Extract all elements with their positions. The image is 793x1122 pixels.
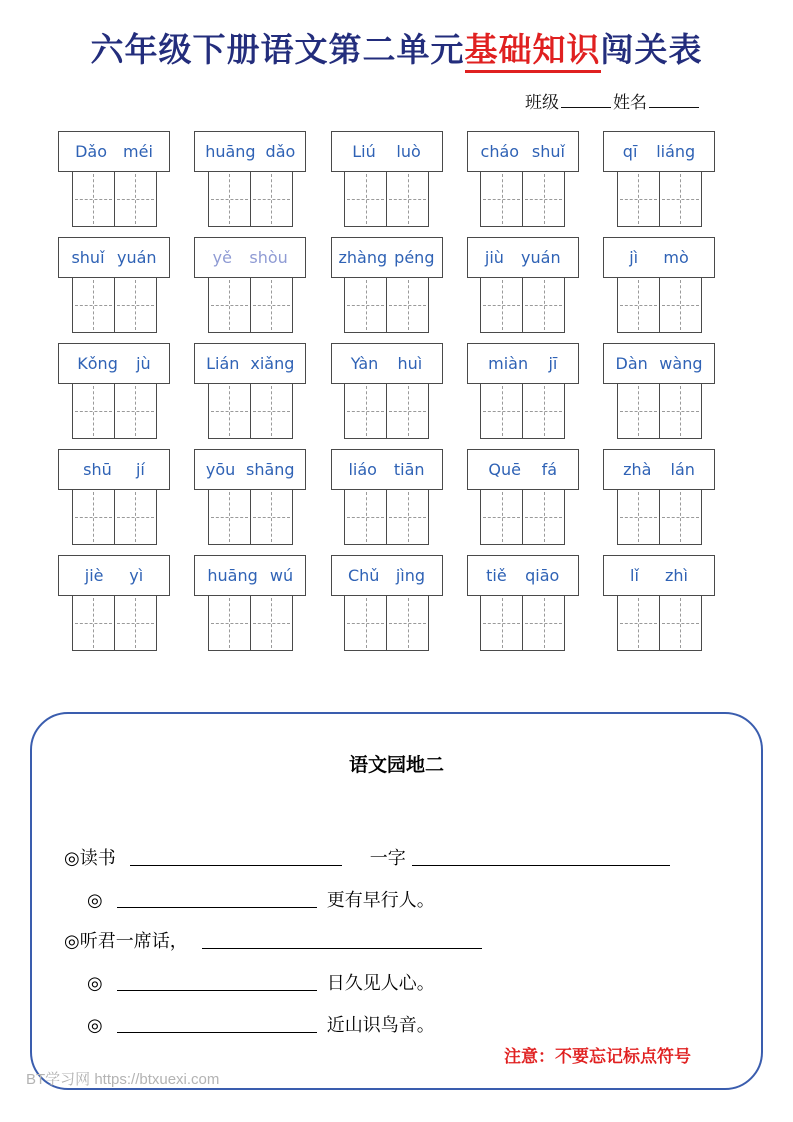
pinyin-syllable: huāng bbox=[205, 142, 256, 161]
word-group bbox=[467, 237, 579, 333]
writing-cells bbox=[72, 595, 157, 651]
pinyin-syllable: zhà bbox=[623, 460, 652, 479]
pinyin-syllable: yōu bbox=[205, 460, 236, 479]
pinyin-column bbox=[603, 131, 715, 661]
writing-cell bbox=[659, 595, 702, 651]
writing-cell bbox=[208, 171, 251, 227]
writing-cell bbox=[522, 595, 565, 651]
writing-cells bbox=[208, 383, 293, 439]
writing-cells bbox=[480, 595, 565, 651]
writing-cell bbox=[522, 171, 565, 227]
pinyin-label bbox=[467, 555, 579, 596]
writing-cell bbox=[344, 383, 387, 439]
word-group bbox=[194, 555, 306, 651]
pinyin-syllable: jí bbox=[135, 460, 145, 479]
pinyin-syllable: Dàn bbox=[615, 354, 648, 373]
word-group bbox=[58, 131, 170, 227]
pinyin-syllable: Liú bbox=[352, 142, 376, 161]
writing-cell bbox=[522, 383, 565, 439]
writing-cell bbox=[114, 277, 157, 333]
pinyin-label bbox=[58, 343, 170, 384]
word-group bbox=[194, 237, 306, 333]
fill-blank bbox=[117, 890, 317, 908]
writing-cells bbox=[480, 489, 565, 545]
pinyin-syllable: liáng bbox=[656, 142, 696, 161]
pinyin-label bbox=[58, 449, 170, 490]
pinyin-syllable: zhàng bbox=[338, 248, 388, 267]
exercise-text: ◎ bbox=[87, 1015, 103, 1035]
watermark: BT学习网 https://btxuexi.com bbox=[26, 1071, 220, 1088]
pinyin-syllable: huì bbox=[397, 354, 423, 373]
pinyin-syllable: Kǒng bbox=[77, 354, 118, 373]
writing-cell bbox=[522, 277, 565, 333]
pinyin-syllable: Lián bbox=[206, 354, 240, 373]
pinyin-column bbox=[331, 131, 443, 661]
pinyin-label bbox=[467, 131, 579, 172]
writing-cell bbox=[250, 171, 293, 227]
writing-cells bbox=[344, 383, 429, 439]
page-title bbox=[0, 24, 793, 71]
class-label: 班级 bbox=[525, 93, 559, 112]
exercise-line-1 bbox=[64, 844, 670, 870]
title-highlight: 基础知识 bbox=[465, 33, 601, 73]
writing-cell bbox=[344, 277, 387, 333]
writing-cell bbox=[617, 383, 660, 439]
pinyin-syllable: jìng bbox=[395, 566, 426, 585]
writing-cell bbox=[386, 171, 429, 227]
pinyin-syllable: xiǎng bbox=[250, 354, 295, 373]
pinyin-label bbox=[194, 449, 306, 490]
exercise-text: ◎ bbox=[87, 890, 103, 910]
writing-cell bbox=[208, 383, 251, 439]
exercise-text: 近山识鸟音。 bbox=[326, 1015, 435, 1035]
writing-cell bbox=[659, 383, 702, 439]
writing-cell bbox=[72, 277, 115, 333]
exercise-text: 更有早行人。 bbox=[326, 890, 435, 910]
writing-cell bbox=[386, 277, 429, 333]
word-group bbox=[58, 343, 170, 439]
pinyin-label bbox=[331, 555, 443, 596]
writing-cell bbox=[480, 383, 523, 439]
pinyin-syllable: qī bbox=[622, 142, 638, 161]
writing-cells bbox=[617, 277, 702, 333]
pinyin-label bbox=[58, 555, 170, 596]
title-text-right: 闯关表 bbox=[600, 33, 703, 69]
pinyin-syllable: zhì bbox=[664, 566, 688, 585]
writing-cells bbox=[72, 383, 157, 439]
fill-blank bbox=[412, 848, 670, 866]
fill-blank bbox=[117, 973, 317, 991]
pinyin-label bbox=[58, 131, 170, 172]
pinyin-label bbox=[58, 237, 170, 278]
pinyin-label bbox=[603, 237, 715, 278]
pinyin-syllable: lǐ bbox=[630, 566, 639, 585]
writing-cell bbox=[250, 383, 293, 439]
pinyin-syllable: jiè bbox=[84, 566, 104, 585]
writing-cell bbox=[344, 171, 387, 227]
pinyin-label bbox=[194, 555, 306, 596]
word-group bbox=[58, 237, 170, 333]
garden-section bbox=[30, 712, 763, 1090]
word-group bbox=[331, 131, 443, 227]
writing-cell bbox=[250, 489, 293, 545]
writing-cell bbox=[72, 171, 115, 227]
writing-cells bbox=[480, 171, 565, 227]
exercise-line-4 bbox=[87, 969, 435, 995]
pinyin-syllable: shū bbox=[83, 460, 112, 479]
writing-cells bbox=[208, 171, 293, 227]
word-group bbox=[194, 131, 306, 227]
pinyin-syllable: yuán bbox=[521, 248, 561, 267]
pinyin-label bbox=[331, 131, 443, 172]
writing-cells bbox=[480, 383, 565, 439]
writing-cell bbox=[659, 489, 702, 545]
word-group bbox=[603, 343, 715, 439]
word-group bbox=[331, 237, 443, 333]
exercise-text: 日久见人心。 bbox=[326, 973, 435, 993]
exercise-line-3 bbox=[64, 927, 482, 953]
pinyin-column bbox=[194, 131, 306, 661]
pinyin-syllable: yì bbox=[129, 566, 144, 585]
writing-cell bbox=[114, 383, 157, 439]
pinyin-columns bbox=[58, 131, 715, 661]
exercise-text: ◎听君一席话， bbox=[64, 931, 188, 951]
pinyin-syllable: shāng bbox=[246, 460, 295, 479]
pinyin-syllable: wàng bbox=[659, 354, 703, 373]
writing-cell bbox=[617, 277, 660, 333]
pinyin-syllable: qiāo bbox=[525, 566, 560, 585]
pinyin-label bbox=[331, 343, 443, 384]
writing-cells bbox=[617, 383, 702, 439]
pinyin-label bbox=[603, 449, 715, 490]
pinyin-syllable: jī bbox=[548, 354, 558, 373]
pinyin-syllable: lán bbox=[670, 460, 695, 479]
writing-cells bbox=[480, 277, 565, 333]
pinyin-label bbox=[194, 343, 306, 384]
writing-cells bbox=[208, 277, 293, 333]
word-group bbox=[58, 555, 170, 651]
writing-cells bbox=[617, 595, 702, 651]
pinyin-label bbox=[194, 237, 306, 278]
writing-cell bbox=[480, 595, 523, 651]
pinyin-syllable: Chǔ bbox=[347, 566, 380, 585]
writing-cells bbox=[208, 489, 293, 545]
writing-cell bbox=[480, 171, 523, 227]
writing-cell bbox=[114, 595, 157, 651]
exercise-line-2 bbox=[87, 886, 435, 912]
pinyin-syllable: péng bbox=[394, 248, 435, 267]
exercise-line-5 bbox=[87, 1011, 435, 1037]
pinyin-syllable: jì bbox=[629, 248, 639, 267]
word-group bbox=[467, 131, 579, 227]
pinyin-syllable: yuán bbox=[116, 248, 157, 267]
writing-cells bbox=[617, 489, 702, 545]
pinyin-syllable: shuǐ bbox=[71, 248, 105, 267]
class-blank bbox=[561, 91, 611, 108]
writing-cells bbox=[344, 489, 429, 545]
word-group bbox=[194, 449, 306, 545]
pinyin-syllable: yě bbox=[212, 248, 232, 267]
fill-blank bbox=[117, 1015, 317, 1033]
pinyin-syllable: huāng bbox=[207, 566, 258, 585]
pinyin-column bbox=[58, 131, 170, 661]
garden-title: 语文园地二 bbox=[348, 755, 444, 776]
pinyin-syllable: jù bbox=[136, 354, 151, 373]
writing-cells bbox=[208, 595, 293, 651]
writing-cell bbox=[72, 595, 115, 651]
word-group bbox=[467, 449, 579, 545]
name-label: 姓名 bbox=[613, 93, 647, 112]
name-blank bbox=[649, 91, 699, 108]
writing-cell bbox=[72, 489, 115, 545]
writing-cells bbox=[617, 171, 702, 227]
writing-cell bbox=[114, 171, 157, 227]
writing-cells bbox=[72, 171, 157, 227]
word-group bbox=[467, 555, 579, 651]
writing-cell bbox=[659, 171, 702, 227]
word-group bbox=[603, 131, 715, 227]
pinyin-syllable: Quē bbox=[488, 460, 521, 479]
word-group bbox=[331, 343, 443, 439]
word-group bbox=[603, 237, 715, 333]
writing-cell bbox=[480, 277, 523, 333]
word-group bbox=[58, 449, 170, 545]
writing-cell bbox=[208, 277, 251, 333]
exercise-text: ◎读书 bbox=[64, 848, 116, 868]
writing-cell bbox=[386, 595, 429, 651]
writing-cells bbox=[344, 595, 429, 651]
writing-cell bbox=[208, 595, 251, 651]
word-group bbox=[331, 449, 443, 545]
pinyin-label bbox=[194, 131, 306, 172]
word-group bbox=[467, 343, 579, 439]
word-group bbox=[331, 555, 443, 651]
writing-cell bbox=[386, 489, 429, 545]
writing-cell bbox=[386, 383, 429, 439]
writing-cell bbox=[617, 595, 660, 651]
pinyin-syllable: liáo bbox=[348, 460, 377, 479]
pinyin-syllable: shuǐ bbox=[531, 142, 565, 161]
word-group bbox=[603, 555, 715, 651]
pinyin-label bbox=[467, 343, 579, 384]
writing-cell bbox=[72, 383, 115, 439]
pinyin-syllable: cháo bbox=[480, 142, 520, 161]
pinyin-label bbox=[603, 131, 715, 172]
writing-cell bbox=[250, 595, 293, 651]
writing-cell bbox=[208, 489, 251, 545]
pinyin-syllable: wú bbox=[269, 566, 294, 585]
writing-cells bbox=[72, 489, 157, 545]
class-name-fields bbox=[525, 88, 701, 113]
pinyin-syllable: luò bbox=[396, 142, 421, 161]
pinyin-syllable: miàn bbox=[488, 354, 529, 373]
writing-cells bbox=[344, 171, 429, 227]
word-group bbox=[603, 449, 715, 545]
writing-cell bbox=[522, 489, 565, 545]
exercise-text: ◎ bbox=[87, 973, 103, 993]
pinyin-syllable: shòu bbox=[249, 248, 288, 267]
pinyin-syllable: mò bbox=[663, 248, 689, 267]
pinyin-syllable: tiě bbox=[486, 566, 507, 585]
pinyin-syllable: Dǎo bbox=[75, 142, 107, 161]
writing-cell bbox=[659, 277, 702, 333]
writing-cell bbox=[617, 489, 660, 545]
word-group bbox=[194, 343, 306, 439]
pinyin-label bbox=[603, 343, 715, 384]
writing-cell bbox=[344, 595, 387, 651]
writing-cells bbox=[344, 277, 429, 333]
pinyin-label bbox=[331, 237, 443, 278]
pinyin-syllable: Yàn bbox=[350, 354, 379, 373]
pinyin-syllable: tiān bbox=[393, 460, 425, 479]
pinyin-syllable: jiù bbox=[484, 248, 504, 267]
exercise-text: 一字 bbox=[369, 848, 406, 868]
pinyin-syllable: fá bbox=[541, 460, 558, 479]
pinyin-label bbox=[331, 449, 443, 490]
fill-blank bbox=[130, 848, 342, 866]
writing-cell bbox=[114, 489, 157, 545]
pinyin-column bbox=[467, 131, 579, 661]
pinyin-label bbox=[467, 237, 579, 278]
note-text: 注意：不要忘记标点符号 bbox=[504, 1047, 691, 1066]
pinyin-label bbox=[603, 555, 715, 596]
pinyin-syllable: dǎo bbox=[265, 142, 296, 161]
writing-cell bbox=[617, 171, 660, 227]
pinyin-syllable: méi bbox=[123, 142, 153, 161]
writing-cells bbox=[72, 277, 157, 333]
pinyin-label bbox=[467, 449, 579, 490]
title-text-left: 六年级下册语文第二单元 bbox=[90, 33, 465, 69]
fill-blank bbox=[202, 931, 482, 949]
writing-cell bbox=[250, 277, 293, 333]
writing-cell bbox=[480, 489, 523, 545]
writing-cell bbox=[344, 489, 387, 545]
